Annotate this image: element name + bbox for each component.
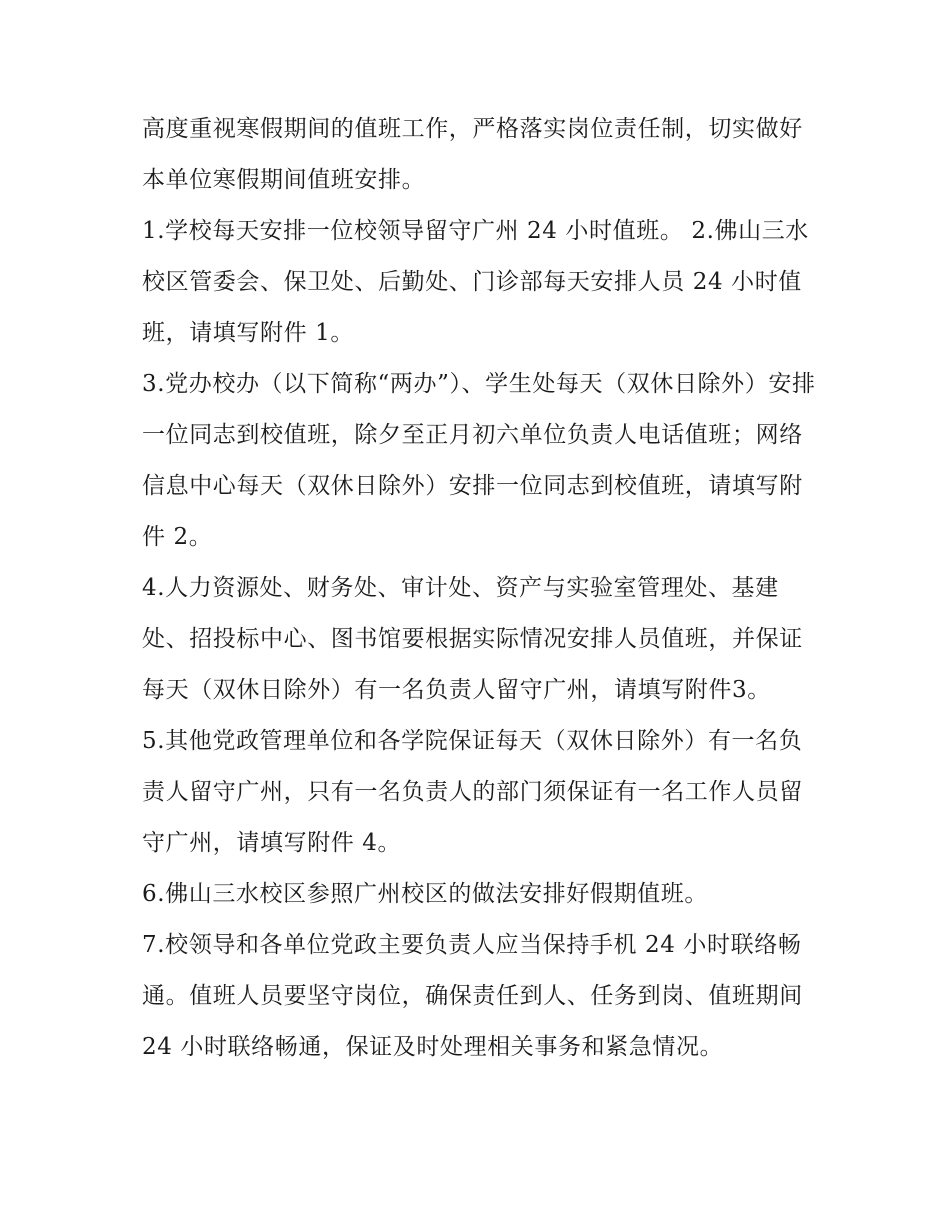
paragraph-item-7: 7.校领导和各单位党政主要负责人应当保持手机 24 小时联络畅通。值班人员要坚守岗位，确保责任到人、任务到岗、值班期间 24 小时联络畅通，保证及时处理相关事务和紧急情况。 xyxy=(142,932,811,1060)
document-body xyxy=(142,104,822,1073)
paragraph-item-5: 5.其他党政管理单位和各学院保证每天（双休日除外）有一名负责人留守广州，只有一名负责人的部门须保证有一名工作人员留守广州，请填写附件 4。 xyxy=(142,728,803,856)
paragraph-item-3: 3.党办校办（以下简称“两办”）、学生处每天（双休日除外）安排一位同志到校值班，除夕至正月初六单位负责人电话值班；网络信息中心每天（双休日除外）安排一位同志到校值班，请填写附件 2。 xyxy=(142,371,816,550)
paragraph-item-4: 4.人力资源处、财务处、审计处、资产与实验室管理处、基建处、招投标中心、图书馆要根据实际情况安排人员值班，并保证每天（双休日除外）有一名负责人留守广州，请填写附件3。 xyxy=(142,575,803,703)
paragraph-item-6: 6.佛山三水校区参照广州校区的做法安排好假期值班。 xyxy=(142,881,708,907)
paragraph-item-1-2: 1.学校每天安排一位校领导留守广州 24 小时值班。 2.佛山三水校区管委会、保卫处、后勤处、门诊部每天安排人员 24 小时值班，请填写附件 1。 xyxy=(142,218,809,346)
paragraph-intro: 高度重视寒假期间的值班工作，严格落实岗位责任制，切实做好本单位寒假期间值班安排。 xyxy=(142,116,803,193)
